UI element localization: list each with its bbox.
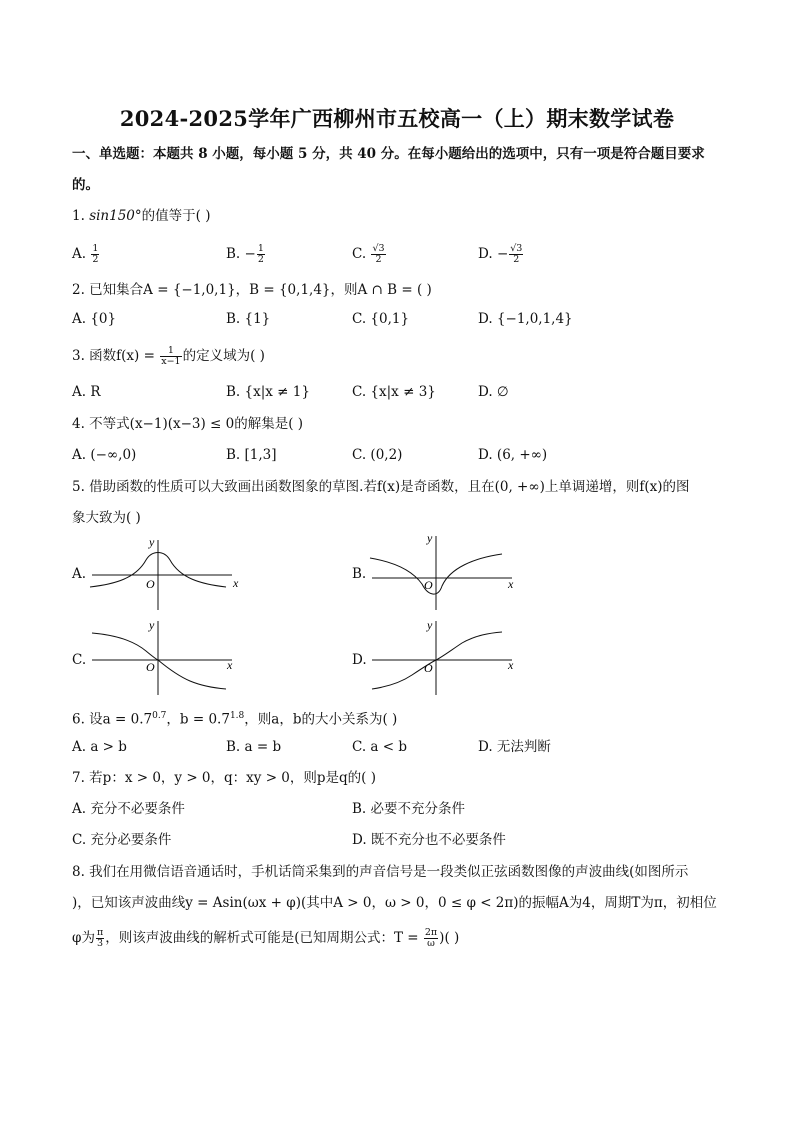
q5-graph-d[interactable]	[366, 615, 526, 697]
q2-option-a[interactable]: A. {0}	[72, 311, 117, 327]
y-label: y	[149, 535, 155, 549]
q1-option-d[interactable]	[478, 244, 524, 265]
q5-graph-a[interactable]	[86, 532, 246, 612]
question-5-cont: 象大致为( )	[72, 510, 141, 526]
q1-option-b[interactable]	[226, 244, 266, 265]
q4-option-a[interactable]: A. (−∞,0)	[72, 447, 137, 463]
fraction	[509, 244, 523, 265]
fraction-num: √3	[510, 243, 523, 254]
q7-option-b[interactable]: B. 必要不充分条件	[352, 801, 466, 817]
question-3	[72, 346, 265, 367]
question-7: 7. 若p：x > 0，y > 0，q：xy > 0，则p是q的( )	[72, 770, 376, 786]
fraction-den: x−1	[161, 356, 181, 367]
question-6	[72, 706, 397, 730]
q2-option-c[interactable]: C. {0,1}	[352, 311, 410, 327]
q6-text-post: ，则a，b的大小关系为( )	[244, 711, 398, 728]
q3-option-c[interactable]: C. {x|x ≠ 3}	[352, 384, 436, 400]
q4-option-b[interactable]: B. [1,3]	[226, 447, 277, 463]
q1-number: 1.	[72, 208, 85, 224]
fraction-den: ω	[427, 938, 435, 949]
x-label: x	[227, 658, 233, 672]
fraction-den: 3	[97, 938, 104, 949]
fraction-num: 1	[92, 243, 99, 254]
fraction-den: 2	[375, 254, 382, 265]
fraction	[371, 244, 385, 265]
fraction-den: 2	[513, 254, 520, 265]
q1-text: 的值等于( )	[141, 208, 211, 224]
fraction-num: 1	[160, 346, 181, 357]
q6-option-c[interactable]: C. a < b	[352, 739, 408, 755]
q2-option-d[interactable]: D. {−1,0,1,4}	[478, 311, 573, 327]
q2-option-b[interactable]: B. {1}	[226, 311, 271, 327]
q5-option-d-label[interactable]: D.	[352, 652, 367, 668]
origin-label: O	[424, 661, 433, 675]
fraction-num: π	[96, 927, 104, 938]
exponent-2: 1.8	[229, 711, 245, 721]
fraction	[96, 928, 104, 949]
origin-label: O	[146, 577, 155, 591]
q6-option-d[interactable]: D. 无法判断	[478, 739, 551, 755]
q6-text-pre: 6. 设a = 0.7	[72, 711, 153, 728]
question-1	[72, 206, 210, 226]
question-8-cont2	[72, 928, 459, 949]
exponent-1: 0.7	[152, 711, 167, 721]
fraction-den: 2	[257, 254, 264, 265]
section-heading-cont: 的。	[72, 177, 99, 193]
y-label: y	[427, 618, 433, 632]
option-label: A.	[72, 246, 87, 262]
q4-option-d[interactable]: D. (6, +∞)	[478, 447, 548, 463]
fraction	[160, 346, 181, 367]
q5-graph-b[interactable]	[366, 532, 526, 612]
fraction	[257, 244, 265, 265]
question-4: 4. 不等式(x−1)(x−3) ≤ 0的解集是( )	[72, 416, 304, 432]
x-label: x	[508, 577, 514, 591]
x-label: x	[233, 576, 239, 590]
q3-text-pre: 3. 函数f(x) =	[72, 348, 160, 364]
q8-text-pre: φ为	[72, 930, 95, 946]
q6-text-mid: ，b = 0.7	[166, 711, 230, 728]
option-label: C.	[352, 246, 367, 262]
q5-option-c-label[interactable]: C.	[72, 652, 87, 668]
question-5: 5. 借助函数的性质可以大致画出函数图象的草图.若f(x)是奇函数，且在(0, +∞)上单调递增，则f(x)的图	[72, 479, 690, 495]
y-label: y	[427, 532, 433, 545]
fraction	[424, 928, 438, 949]
q5-option-b-label[interactable]: B.	[352, 566, 367, 582]
minus-sign: −	[244, 246, 256, 262]
question-2: 2. 已知集合A = {−1,0,1}，B = {0,1,4}，则A ∩ B = ( )	[72, 282, 432, 298]
section-heading: 一、单选题：本题共 8 小题，每小题 5 分，共 40 分。在每小题给出的选项中，只有一项是符合题目要求	[72, 146, 705, 162]
q7-option-d[interactable]: D. 既不充分也不必要条件	[352, 832, 506, 848]
fraction-num: 1	[257, 243, 264, 254]
question-8-cont: )，已知该声波曲线y = Asin(ωx + φ)(其中A > 0，ω > 0，0 ≤ φ < 2π)的振幅A为4，周期T为π，初相位	[72, 895, 717, 911]
q6-option-a[interactable]: A. a > b	[72, 739, 127, 755]
q1-option-c[interactable]	[352, 244, 387, 265]
origin-label: O	[146, 660, 155, 674]
minus-sign: −	[496, 246, 509, 262]
question-8: 8. 我们在用微信语音通话时，手机话筒采集到的声音信号是一段类似正弦函数图像的声波曲线(如图所示	[72, 864, 689, 880]
option-label: D.	[478, 246, 493, 262]
fraction-num: √3	[372, 243, 385, 254]
q7-option-a[interactable]: A. 充分不必要条件	[72, 801, 185, 817]
option-label: B.	[226, 246, 241, 262]
q3-option-a[interactable]: A. R	[72, 384, 101, 400]
q5-option-a-label[interactable]: A.	[72, 566, 87, 582]
q3-option-b[interactable]: B. {x|x ≠ 1}	[226, 384, 310, 400]
q4-option-c[interactable]: C. (0,2)	[352, 447, 403, 463]
q8-text-mid: ，则该声波曲线的解析式可能是(已知周期公式：T =	[105, 930, 423, 946]
page-title: 2024-2025学年广西柳州市五校高一（上）期末数学试卷	[119, 106, 675, 131]
q1-expression: sin150°	[89, 208, 142, 224]
q5-graph-c[interactable]	[86, 615, 246, 697]
q6-option-b[interactable]: B. a = b	[226, 739, 282, 755]
y-label: y	[149, 618, 155, 632]
q1-option-a[interactable]	[72, 244, 100, 265]
q7-option-c[interactable]: C. 充分必要条件	[72, 832, 172, 848]
q8-text-post: )( )	[439, 930, 460, 946]
q3-option-d[interactable]: D. ∅	[478, 384, 509, 400]
curve	[92, 633, 226, 689]
fraction-num: 2π	[424, 927, 438, 938]
fraction	[91, 244, 99, 265]
x-label: x	[508, 658, 514, 672]
origin-label: O	[424, 578, 433, 592]
fraction-den: 2	[92, 254, 99, 265]
q3-text-post: 的定义域为( )	[182, 348, 265, 364]
